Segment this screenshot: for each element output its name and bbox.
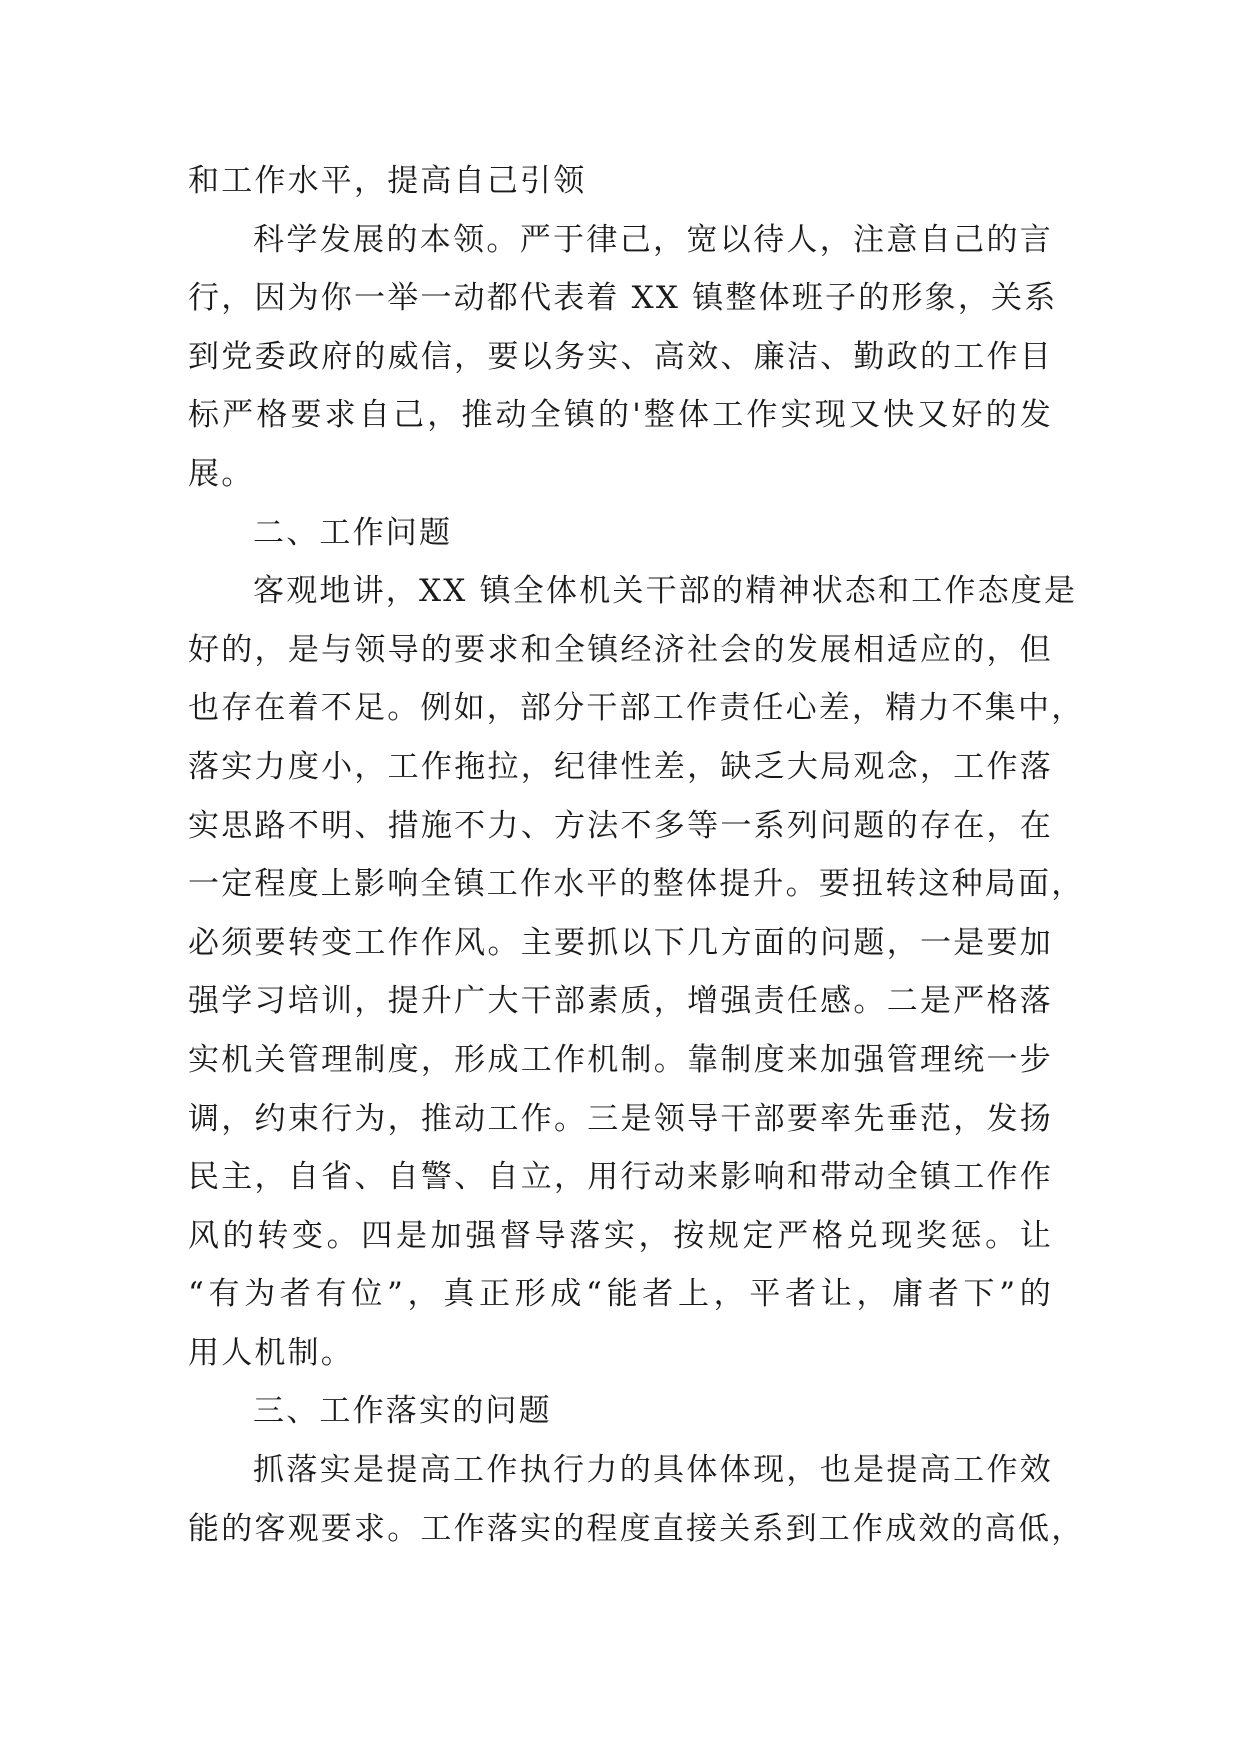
- paragraph-first-line: 抓落实是提高工作执行力的具体体现，也是提高工作效: [253, 1452, 1053, 1489]
- body-line: 行，因为你一举一动都代表着 XX 镇整体班子的形象，关系: [188, 280, 1058, 317]
- body-line: 到党委政府的威信，要以务实、高效、廉洁、勤政的工作目: [188, 338, 1053, 375]
- body-line: 用人机制。: [188, 1334, 354, 1371]
- body-line: “有为者有位”，真正形成“能者上，平者让，庸者下”的: [188, 1276, 1053, 1313]
- body-line: 实机关管理制度，形成工作机制。靠制度来加强管理统一步: [188, 1041, 1053, 1078]
- body-line: 必须要转变工作作风。主要抓以下几方面的问题，一是要加: [188, 924, 1053, 961]
- body-line: 一定程度上影响全镇工作水平的整体提升。要扭转这种局面，: [188, 866, 1085, 903]
- body-line: 强学习培训，提升广大干部素质，增强责任感。二是严格落: [188, 983, 1053, 1020]
- section-heading: 三、工作落实的问题: [253, 1393, 552, 1430]
- paragraph-first-line: 科学发展的本领。严于律己，宽以待人，注意自己的言: [253, 221, 1053, 258]
- section-heading: 二、工作问题: [253, 514, 453, 551]
- body-line: 能的客观要求。工作落实的程度直接关系到工作成效的高低，: [188, 1510, 1085, 1547]
- body-line: 风的转变。四是加强督导落实，按规定严格兑现奖惩。让: [188, 1217, 1053, 1254]
- body-line: 也存在着不足。例如，部分干部工作责任心差，精力不集中，: [188, 690, 1085, 727]
- body-line: 实思路不明、措施不力、方法不多等一系列问题的存在，在: [188, 807, 1053, 844]
- body-line: 调，约束行为，推动工作。三是领导干部要率先垂范，发扬: [188, 1100, 1053, 1137]
- document-body: [188, 152, 1085, 1558]
- body-line: 落实力度小，工作拖拉，纪律性差，缺乏大局观念，工作落: [188, 748, 1053, 785]
- body-line: 展。: [188, 455, 255, 492]
- body-line: 好的，是与领导的要求和全镇经济社会的发展相适应的，但: [188, 631, 1053, 668]
- paragraph-first-line: 客观地讲，XX 镇全体机关干部的精神状态和工作态度是: [253, 573, 1078, 610]
- body-line: 标严格要求自己，推动全镇的'整体工作实现又快又好的发: [188, 397, 1053, 434]
- body-line: 和工作水平，提高自己引领: [188, 163, 587, 199]
- body-line: 民主，自省、自警、自立，用行动来影响和带动全镇工作作: [188, 1159, 1053, 1196]
